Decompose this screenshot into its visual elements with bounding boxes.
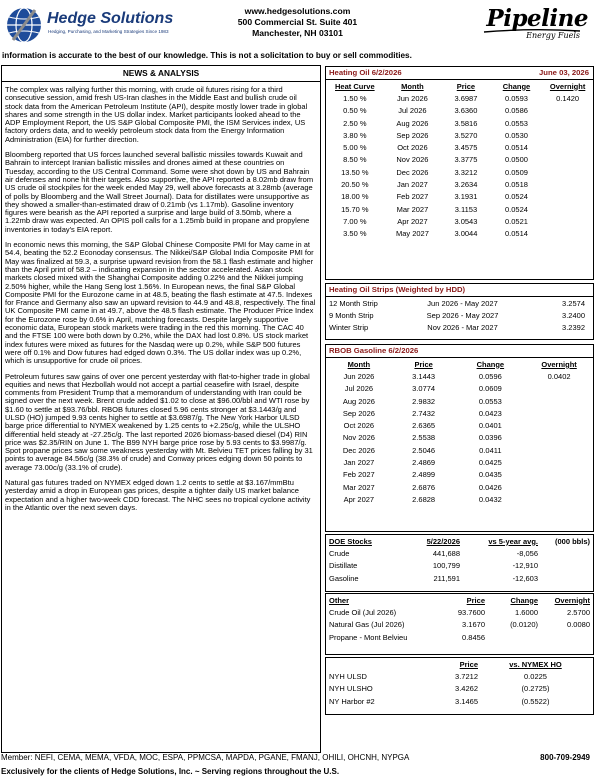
table-row bbox=[326, 619, 593, 631]
heating-oil-header bbox=[326, 67, 593, 80]
table-header-row bbox=[326, 80, 593, 92]
table-row bbox=[326, 141, 593, 153]
other-prices-panel bbox=[325, 593, 594, 655]
table-cell: 441,688 bbox=[432, 548, 460, 558]
table-cell: 0.0514 bbox=[504, 229, 528, 239]
table-cell: Feb 2027 bbox=[343, 470, 375, 480]
table-cell: 5.00 % bbox=[343, 143, 367, 153]
table-cell: Crude bbox=[329, 548, 350, 558]
table-row bbox=[326, 191, 593, 203]
table-row bbox=[326, 215, 593, 227]
table-cell: 3.0044 bbox=[454, 229, 478, 239]
table-row bbox=[326, 606, 593, 618]
table-cell: 2.4899 bbox=[412, 470, 436, 480]
table-row bbox=[326, 105, 593, 117]
table-cell: Jun 2026 - May 2027 bbox=[427, 298, 498, 308]
table-cell bbox=[542, 215, 593, 227]
table-row bbox=[326, 166, 593, 178]
table-cell: Apr 2027 bbox=[397, 216, 428, 226]
table-cell bbox=[525, 432, 593, 444]
table-cell: 0.0396 bbox=[478, 433, 502, 443]
table-cell bbox=[525, 407, 593, 419]
table-cell: 0.0509 bbox=[504, 167, 528, 177]
table-cell: 0.50 % bbox=[343, 106, 367, 116]
table-cell: 3.3212 bbox=[454, 167, 478, 177]
table-cell: 1.6000 bbox=[515, 607, 538, 617]
heating-oil-title: Heating Oil 6/2/2026 bbox=[329, 68, 402, 77]
table-row bbox=[326, 572, 593, 584]
table-row bbox=[326, 444, 593, 456]
table-cell: 2.6365 bbox=[412, 421, 436, 431]
table-cell: 2.6876 bbox=[412, 482, 436, 492]
table-cell: 0.0553 bbox=[478, 396, 502, 406]
table-row bbox=[326, 432, 593, 444]
column-header: DOE Stocks bbox=[329, 536, 372, 546]
table-cell: 3.0774 bbox=[412, 384, 436, 394]
table-cell: 2.5046 bbox=[412, 445, 436, 455]
table-row bbox=[326, 469, 593, 481]
table-cell: 3.4575 bbox=[454, 143, 478, 153]
table-cell bbox=[525, 395, 593, 407]
table-cell: 3.2634 bbox=[454, 180, 478, 190]
table-header-row bbox=[326, 358, 593, 370]
news-paragraph: Bloomberg reported that US forces launched several ballistic missiles towards Kuwait and Bahrain to intercept Iranian ballistic missiles and drones aimed at these countries on Tuesday, according to the US Central Command. Some were shot down by US and Bahrain air defenses and none hit their targets. Also supportive, the API reported a 8.02mb draw from US crude oil stockpiles for the week ended May 29, well above forecasts at 3.28mb (average of polls by Bloomberg and the Wall Street Journal). Data for distillates were unsupportive as they showed a smaller-than-estimated draw of 0.21mb (vs 1.17mb). Gasoline inventory figures were bearish as the API reported a surprise and large build of 3.50mb, where a 1.22mb draw was expected. An OPIS poll calls for a 1.25mb build in propane and propylene inventories in today's EIA report. bbox=[5, 150, 314, 234]
report-date: June 03, 2026 bbox=[538, 68, 589, 77]
table-row bbox=[326, 481, 593, 493]
table-cell: 3.2574 bbox=[562, 298, 585, 308]
table-cell: -12,603 bbox=[512, 573, 538, 583]
table-cell: Nov 2026 bbox=[396, 155, 429, 165]
table-cell: NYH ULSD bbox=[329, 671, 367, 681]
column-header: (000 bbls) bbox=[554, 536, 590, 546]
table-cell: 3.3775 bbox=[454, 155, 478, 165]
table-cell: 1.50 % bbox=[343, 93, 367, 103]
table-cell: 3.50 % bbox=[343, 229, 367, 239]
table-cell: 2.7432 bbox=[412, 408, 436, 418]
column-header bbox=[326, 658, 402, 670]
table-cell: 2.9832 bbox=[412, 396, 436, 406]
table-row bbox=[326, 228, 593, 240]
table-cell bbox=[525, 383, 593, 395]
table-cell: 0.0553 bbox=[504, 118, 528, 128]
column-header: Change bbox=[476, 359, 505, 369]
table-cell bbox=[542, 129, 593, 141]
rbob-gasoline-panel bbox=[325, 344, 594, 532]
heating-oil-strips-panel bbox=[325, 283, 594, 340]
news-paragraph: Natural gas futures traded on NYMEX edged down 1.2 cents to settle at $3.167/mmBtu yesterday amid a drop in European gas prices, despite a tighter daily US market balance expectation and a higher two-week CDD forecast. The NHC sees no tropical cyclone activity in the Atlantic over the next seven days. bbox=[5, 478, 311, 512]
table-row bbox=[326, 547, 593, 559]
table-cell: 0.0586 bbox=[504, 106, 528, 116]
column-header: Change bbox=[502, 81, 531, 91]
rbob-title: RBOB Gasoline 6/2/2026 bbox=[326, 345, 593, 358]
table-row bbox=[326, 203, 593, 215]
table-row bbox=[326, 92, 593, 104]
strips-title: Heating Oil Strips (Weighted by HDD) bbox=[326, 284, 593, 297]
table-cell: Oct 2026 bbox=[343, 421, 375, 431]
table-cell: Mar 2027 bbox=[396, 204, 429, 214]
column-header: Other bbox=[329, 595, 350, 605]
table-cell bbox=[542, 178, 593, 190]
table-cell: Apr 2027 bbox=[343, 494, 375, 504]
table-cell bbox=[542, 117, 593, 129]
table-cell: (0.0120) bbox=[510, 620, 538, 630]
website-link[interactable]: www.hedgesolutions.com bbox=[244, 6, 351, 16]
table-cell: 3.0543 bbox=[454, 216, 478, 226]
table-cell: 3.1443 bbox=[412, 371, 436, 381]
column-header: Month bbox=[401, 81, 424, 91]
pipeline-logo bbox=[478, 5, 588, 48]
table-cell: 13.50 % bbox=[341, 167, 369, 177]
table-cell bbox=[538, 631, 593, 643]
table-cell: 100,799 bbox=[432, 561, 460, 571]
table-cell: 3.6987 bbox=[454, 93, 478, 103]
column-header: 5/22/2026 bbox=[426, 536, 460, 546]
table-cell: 0.0609 bbox=[478, 384, 502, 394]
table-cell: Jun 2026 bbox=[396, 93, 428, 103]
table-row bbox=[326, 129, 593, 141]
table-header-row bbox=[326, 594, 593, 606]
table-cell: Propane - Mont Belvieu bbox=[329, 632, 408, 642]
column-header: Overnight bbox=[554, 595, 590, 605]
table-cell: 0.0423 bbox=[478, 408, 502, 418]
table-cell: -8,056 bbox=[516, 548, 538, 558]
table-cell: (0.2725) bbox=[521, 684, 550, 694]
table-cell: Gasoline bbox=[329, 573, 359, 583]
table-cell: 2.5700 bbox=[567, 607, 590, 617]
table-cell: Nov 2026 - Mar 2027 bbox=[427, 323, 498, 333]
table-cell: Jul 2026 bbox=[398, 106, 427, 116]
table-cell: Oct 2026 bbox=[397, 143, 428, 153]
table-cell: NYH ULSHO bbox=[329, 684, 373, 694]
table-cell: 0.0426 bbox=[478, 482, 502, 492]
phone-number: 800-709-2949 bbox=[540, 753, 590, 762]
company-name: Hedge Solutions bbox=[47, 10, 174, 27]
table-cell: 8.50 % bbox=[343, 155, 367, 165]
disclaimer: information is accurate to the best of our knowledge. This is not a solicitation to buy or sell commodities. bbox=[2, 51, 412, 60]
table-cell: 0.0514 bbox=[504, 143, 528, 153]
table-cell: 3.2400 bbox=[562, 310, 585, 320]
table-cell: 15.70 % bbox=[341, 204, 369, 214]
table-cell: Winter Strip bbox=[329, 323, 369, 333]
column-header: Change bbox=[510, 595, 538, 605]
table-cell: 3.5816 bbox=[454, 118, 478, 128]
table-cell: 3.4262 bbox=[455, 684, 478, 694]
column-header: vs 5-year avg. bbox=[488, 536, 538, 546]
column-header: Heat Curve bbox=[335, 81, 375, 91]
address-line-1: 500 Commercial St. Suite 401 bbox=[237, 17, 358, 27]
table-row bbox=[326, 456, 593, 468]
table-cell: 3.80 % bbox=[343, 130, 367, 140]
table-cell: 0.0596 bbox=[478, 371, 502, 381]
table-cell: Sep 2026 bbox=[342, 408, 375, 418]
table-cell bbox=[525, 469, 593, 481]
nyh-table bbox=[326, 658, 593, 707]
table-cell bbox=[542, 203, 593, 215]
company-tagline: Hedging, Purchasing, and Marketing Strategies Since 1983 bbox=[48, 29, 169, 34]
table-cell bbox=[525, 444, 593, 456]
table-cell: Jan 2027 bbox=[343, 458, 375, 468]
column-header: Overnight bbox=[549, 81, 586, 91]
member-associations: Member: NEFI, CEMA, MEMA, VFDA, MOC, ESPA, PPMCSA, MAPDA, PGANE, FMANJ, OHILI, OHCNH, NYPGA bbox=[1, 753, 410, 762]
pipeline-wordmark: Pipeline bbox=[486, 5, 588, 32]
table-cell: 0.1420 bbox=[556, 93, 580, 103]
table-cell: Natural Gas (Jul 2026) bbox=[329, 620, 405, 630]
table-cell: 18.00 % bbox=[341, 192, 369, 202]
table-cell: Aug 2026 bbox=[342, 396, 375, 406]
page-header bbox=[0, 0, 600, 50]
table-cell: 12 Month Strip bbox=[329, 298, 378, 308]
heating-oil-table bbox=[326, 80, 593, 240]
nyh-prices-panel bbox=[325, 657, 594, 715]
table-header-row bbox=[326, 535, 593, 547]
table-cell: 7.00 % bbox=[343, 216, 367, 226]
table-cell: 2.50 % bbox=[343, 118, 367, 128]
table-cell bbox=[525, 456, 593, 468]
table-cell: Nov 2026 bbox=[342, 433, 375, 443]
table-row bbox=[326, 309, 593, 321]
table-cell: 3.7212 bbox=[455, 671, 478, 681]
table-cell: 0.0500 bbox=[504, 155, 528, 165]
table-cell: 0.0411 bbox=[479, 445, 502, 455]
table-row bbox=[326, 631, 593, 643]
table-cell: 2.5538 bbox=[412, 433, 436, 443]
table-cell: Sep 2026 bbox=[396, 130, 429, 140]
table-cell: Crude Oil (Jul 2026) bbox=[329, 607, 397, 617]
news-paragraph: The complex was rallying further this morning, with crude oil futures rising for a third consecutive session, amid fresh US-Iran clashes in the Middle East and bullish crude oil stock data from the American Petroleum Institute (API), despite mostly lower trade in global shares and some strength in the US dollar index. Market participants looked ahead to the ADP Employment Report, the US S&P Global Composite PMI, the ISM Services index, US factory orders data, and to weekly petroleum stock data from the Energy Information Administration (EIA) for further direction. bbox=[5, 85, 308, 144]
table-cell: Distillate bbox=[329, 561, 358, 571]
table-cell: 0.0435 bbox=[478, 470, 502, 480]
column-header: Price bbox=[456, 81, 476, 91]
table-row bbox=[326, 419, 593, 431]
table-cell: 0.0402 bbox=[547, 371, 571, 381]
table-cell: Jan 2027 bbox=[396, 180, 428, 190]
table-cell: 3.2392 bbox=[562, 323, 585, 333]
table-cell: Mar 2027 bbox=[343, 482, 375, 492]
table-cell: Feb 2027 bbox=[396, 192, 429, 202]
table-cell: 0.0518 bbox=[504, 180, 528, 190]
table-row bbox=[326, 407, 593, 419]
table-row bbox=[326, 154, 593, 166]
table-cell: 0.0425 bbox=[478, 458, 502, 468]
table-row bbox=[326, 178, 593, 190]
table-cell: 0.0432 bbox=[478, 494, 502, 504]
doe-table bbox=[326, 535, 593, 584]
table-cell: 0.8456 bbox=[462, 632, 485, 642]
table-cell: 3.5270 bbox=[454, 130, 478, 140]
table-header-row bbox=[326, 658, 593, 670]
table-row bbox=[326, 383, 593, 395]
column-header: Month bbox=[347, 359, 371, 369]
table-cell: 3.1670 bbox=[462, 620, 485, 630]
column-header: Price bbox=[459, 659, 478, 669]
table-cell: 0.0524 bbox=[504, 192, 528, 202]
table-row bbox=[326, 297, 593, 309]
table-cell: 0.0530 bbox=[504, 130, 528, 140]
table-cell: 3.6360 bbox=[454, 106, 478, 116]
news-paragraph: Petroleum futures saw gains of over one percent yesterday with flat-to-higher trade in global equities and news that Hezbollah would not accept a partial ceasefire with Israel, despite comments from President Trump that a memorandum of understanding with Iran could be signed over the next week. Brent crude added $1.02 to close at $96.00/bbl and WTI rose by $1.60 to settle at $93.76/bbl. RBOB futures closed 5.96 cents stronger at $3.1443/g and ULSD (HO) jumped 9.93 cents higher to settle at $3.6987/g. The New York Harbor ULSD barge price differential to NYMEX weakened by 1.25 cents to +2.25c/g, while the ULSHO differential held steady at -27.25c/g. The last reported 2026 biomass-based diesel (D4) RIN price was $2.35/RIN on June 1. The B99 NYH barge price rose by 5.93 cents to $3.9987/g. Spot propane prices saw some weakness yesterday with Mt. Belvieu TET prices falling by 31 points to average 84.56c/g (38.3% of crude) and Conway prices edging down 50 points to average 73.00c/g (33.1% of crude). bbox=[5, 371, 313, 472]
doe-stocks-panel bbox=[325, 534, 594, 592]
pipeline-subtitle: Energy Fuels bbox=[526, 31, 580, 40]
table-cell bbox=[525, 481, 593, 493]
table-row bbox=[326, 370, 593, 382]
column-header: Price bbox=[414, 359, 433, 369]
table-row bbox=[326, 670, 593, 682]
table-cell: 0.0524 bbox=[504, 204, 528, 214]
table-cell bbox=[542, 228, 593, 240]
table-cell: 211,591 bbox=[433, 573, 460, 583]
table-cell: 20.50 % bbox=[341, 180, 369, 190]
company-address bbox=[210, 6, 385, 39]
table-cell bbox=[485, 631, 538, 643]
globe-icon bbox=[5, 6, 43, 44]
exclusivity-note: Exclusively for the clients of Hedge Solutions, Inc. ~ Serving regions throughout the U.S. bbox=[1, 767, 340, 776]
news-title: NEWS & ANALYSIS bbox=[2, 66, 320, 82]
rbob-table bbox=[326, 358, 593, 506]
table-cell: 3.1931 bbox=[454, 192, 478, 202]
table-cell: Jul 2026 bbox=[344, 384, 374, 394]
column-header: vs. NYMEX HO bbox=[509, 659, 562, 669]
table-row bbox=[326, 322, 593, 334]
table-cell: 3.1153 bbox=[454, 204, 478, 214]
table-cell: Dec 2026 bbox=[342, 445, 375, 455]
table-cell bbox=[525, 493, 593, 505]
strips-table bbox=[326, 297, 593, 334]
table-cell: 0.0593 bbox=[504, 93, 528, 103]
table-row bbox=[326, 683, 593, 695]
table-cell: (0.5522) bbox=[521, 696, 550, 706]
table-cell: 0.0521 bbox=[504, 216, 528, 226]
table-cell: Sep 2026 - May 2027 bbox=[426, 310, 499, 320]
table-cell: 9 Month Strip bbox=[329, 310, 374, 320]
table-row bbox=[326, 117, 593, 129]
table-cell: 0.0225 bbox=[524, 671, 547, 681]
table-row bbox=[326, 395, 593, 407]
table-cell bbox=[542, 191, 593, 203]
table-cell bbox=[542, 154, 593, 166]
table-cell bbox=[525, 419, 593, 431]
news-analysis-panel bbox=[1, 65, 321, 753]
table-cell: 3.1465 bbox=[455, 696, 478, 706]
table-cell bbox=[542, 141, 593, 153]
news-paragraph: In economic news this morning, the S&P Global Chinese Composite PMI for May came in at 54.4, beating the 52.2 Econoday consensus. The Nikkei/S&P Global India Composite PMI for May was finalized at 59.3, a surprise upward revision from the 58.1 flash estimate and higher than the April print of 58.2 – indicating expansion in the sector accelerated. Asian stock markets closed mixed with the Shanghai Composite adding 0.22% and the Nikkei jumping 2.50% higher, while the Hang Seng lost 1.56%. In European news, the final S&P Global Composite PMI for the Eurozone came in at 48.5, beating the flash estimate at 47.5. Indexes for France and Germany also saw an upward revision to 44.9 and 48.8, respectively. The final UK Composite PMI came in at 49.7, above the 48.5 flash estimate. The Producer Price Index for the Eurozone rose by 0.6% in April, matching forecasts. Despite largely supportive economic data, European stock markets were trading in the red this morning. The CAC 40 and the FTSE 100 were both down by 0.2%, while the DAX had lost 0.8%. US stock market index futures were mixed as futures for the Nasdaq were up 0.2%, while S&P 500 futures were off 0.1% and Dow futures had edged down 0.3%. The US dollar index was up 0.2%, which is unsupportive for crude oil prices. bbox=[5, 240, 316, 366]
table-cell: Aug 2026 bbox=[396, 118, 429, 128]
swoosh-icon bbox=[482, 28, 582, 34]
table-row bbox=[326, 493, 593, 505]
table-cell: Dec 2026 bbox=[396, 167, 429, 177]
table-cell: May 2027 bbox=[395, 229, 429, 239]
other-table bbox=[326, 594, 593, 643]
address-line-2: Manchester, NH 03101 bbox=[252, 28, 343, 38]
table-cell: 93.7600 bbox=[457, 607, 485, 617]
column-header: Overnight bbox=[541, 359, 577, 369]
table-cell: 2.4869 bbox=[412, 458, 436, 468]
table-cell: NY Harbor #2 bbox=[329, 696, 375, 706]
table-cell: 0.0080 bbox=[567, 620, 590, 630]
table-cell bbox=[542, 166, 593, 178]
hedge-solutions-logo bbox=[5, 6, 205, 44]
table-cell: 0.0401 bbox=[478, 421, 502, 431]
column-header: Price bbox=[466, 595, 485, 605]
table-cell: -12,910 bbox=[512, 561, 538, 571]
table-row bbox=[326, 695, 593, 707]
table-cell: 2.6828 bbox=[412, 494, 436, 504]
table-cell bbox=[542, 105, 593, 117]
table-row bbox=[326, 560, 593, 572]
table-cell: Jun 2026 bbox=[343, 371, 375, 381]
heating-oil-panel bbox=[325, 66, 594, 280]
